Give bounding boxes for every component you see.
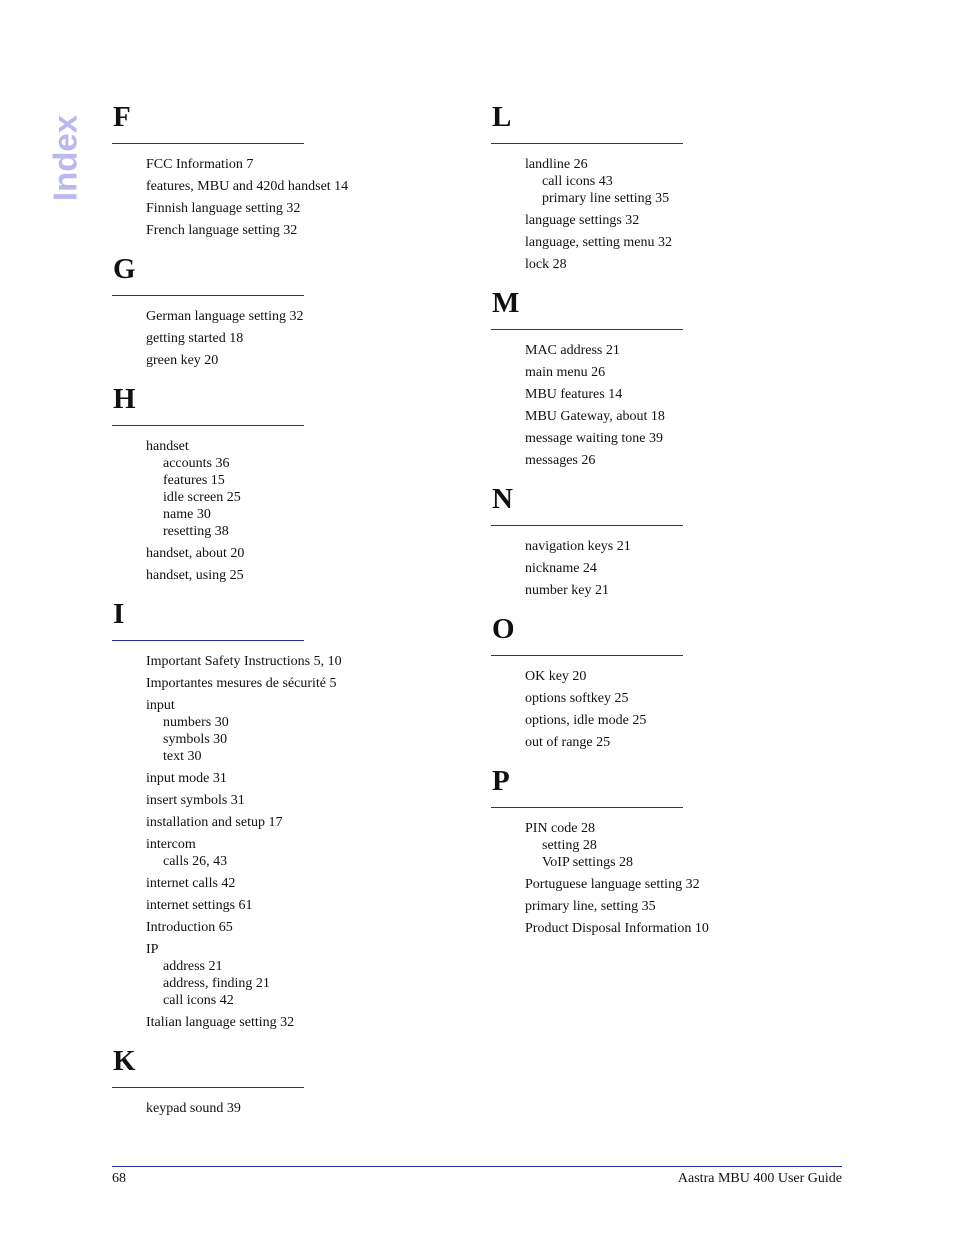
section-letter: L [492,101,512,133]
index-section-g [112,252,432,369]
index-entry [525,560,811,577]
index-entry-text: German language setting 32 [146,309,304,324]
index-entry [525,342,811,359]
index-entry [525,668,811,685]
index-entry [525,234,811,251]
section-rule [112,640,304,641]
index-section-h [112,382,432,584]
index-entry-text: primary line, setting 35 [525,899,656,914]
index-entry [525,212,811,229]
index-entry-text: insert symbols 31 [146,793,245,808]
index-entry-text: language, setting menu 32 [525,235,672,250]
index-entry [146,675,432,692]
index-entry-text: options, idle mode 25 [525,713,647,728]
section-rule [112,1087,304,1088]
index-subentry-text: resetting 38 [163,524,229,539]
section-letter: H [113,383,136,415]
index-subentry-text: setting 28 [542,838,597,853]
index-section-i [112,597,432,1031]
section-letter: N [492,483,513,515]
index-entry-text: input mode 31 [146,771,227,786]
index-entry-text: nickname 24 [525,561,597,576]
page-number: 68 [112,1171,126,1186]
index-entry-text: options softkey 25 [525,691,629,706]
index-subentry-text: numbers 30 [163,715,229,730]
index-entry [525,364,811,381]
index-entry [146,836,432,870]
section-letter: O [492,613,515,645]
index-entry-text: intercom [146,837,196,852]
index-subentry-text: accounts 36 [163,456,230,471]
section-rule [112,425,304,426]
index-entry [146,875,432,892]
section-letter: M [492,287,520,319]
section-rule [491,655,683,656]
index-subentry-text: text 30 [163,749,202,764]
index-entry [525,452,811,469]
index-entry [525,582,811,599]
index-entry [525,690,811,707]
index-entry-text: FCC Information 7 [146,157,254,172]
index-entry [525,256,811,273]
index-entry-text: internet calls 42 [146,876,236,891]
index-entry [525,156,811,207]
index-entry-text: internet settings 61 [146,898,253,913]
index-subentry-text: name 30 [163,507,211,522]
index-entry-text: input [146,698,175,713]
index-entry [146,330,432,347]
index-entry-text: Introduction 65 [146,920,233,935]
footer-rule [112,1166,842,1167]
index-entry-text: out of range 25 [525,735,611,750]
index-entry [146,200,432,217]
index-entry-text: Italian language setting 32 [146,1015,295,1030]
index-subentry-text: idle screen 25 [163,490,241,505]
index-entry [525,386,811,403]
index-entry-text: MBU features 14 [525,387,623,402]
index-entry [146,1014,432,1031]
index-subentry-text: call icons 42 [163,993,234,1008]
section-letter: I [113,598,125,630]
index-entry-text: message waiting tone 39 [525,431,664,446]
index-subentry-text: primary line setting 35 [542,191,670,206]
index-entry [525,920,811,937]
index-subentry-text: address 21 [163,959,223,974]
index-subentry-text: calls 26, 43 [163,854,228,869]
index-section-p [491,764,811,937]
index-entry-text: Portuguese language setting 32 [525,877,700,892]
index-section-n [491,482,811,599]
index-side-title-svg [47,104,83,212]
index-entry [146,222,432,239]
index-side-title-text: Index [47,114,83,202]
index-entry-text: number key 21 [525,583,609,598]
index-entry-text: language settings 32 [525,213,640,228]
index-section-f [112,100,432,239]
index-section-l [491,100,811,273]
index-entry-text: IP [146,942,159,957]
index-subentry-text: address, finding 21 [163,976,270,991]
index-entry [525,898,811,915]
index-entry-text: installation and setup 17 [146,815,283,830]
index-entry [146,1100,432,1117]
index-section-o [491,612,811,751]
index-entry-text: navigation keys 21 [525,539,631,554]
index-entry-text: keypad sound 39 [146,1101,241,1116]
index-entry-text: features, MBU and 420d handset 14 [146,179,349,194]
index-entry-text: Finnish language setting 32 [146,201,301,216]
index-entry [146,941,432,1009]
section-rule [112,295,304,296]
section-rule [491,807,683,808]
index-entry-text: handset [146,439,189,454]
index-entry-text: messages 26 [525,453,596,468]
index-entry [525,408,811,425]
index-column-right [491,100,811,942]
index-entry-text: Important Safety Instructions 5, 10 [146,654,342,669]
index-subentry-text: call icons 43 [542,174,613,189]
index-entry [525,538,811,555]
index-entry [525,876,811,893]
index-subentry-text: VoIP settings 28 [542,855,634,870]
index-subentry-text: features 15 [163,473,225,488]
index-subentry-text: symbols 30 [163,732,228,747]
index-entry-text: main menu 26 [525,365,606,380]
section-rule [112,143,304,144]
index-entry [146,438,432,540]
index-entry [525,712,811,729]
index-entry [146,308,432,325]
section-letter: K [113,1045,136,1077]
index-section-m [491,286,811,469]
index-entry-text: MBU Gateway, about 18 [525,409,665,424]
section-rule [491,143,683,144]
index-side-title [47,104,83,212]
index-entry-text: OK key 20 [525,669,587,684]
index-entry [146,792,432,809]
index-entry-text: lock 28 [525,257,567,272]
index-entry [525,734,811,751]
index-entry [146,770,432,787]
index-entry [146,919,432,936]
index-entry [146,567,432,584]
index-entry [146,897,432,914]
index-entry [525,430,811,447]
index-entry-text: PIN code 28 [525,821,595,836]
section-letter: P [492,765,510,797]
index-entry-text: French language setting 32 [146,223,298,238]
index-entry [146,814,432,831]
section-letter: F [113,101,131,133]
index-entry [146,178,432,195]
index-entry [146,653,432,670]
index-entry [146,697,432,765]
index-entry-text: getting started 18 [146,331,244,346]
index-entry-text: handset, using 25 [146,568,244,583]
index-entry [146,545,432,562]
index-entry [146,156,432,173]
index-section-k [112,1044,432,1117]
index-entry-text: MAC address 21 [525,343,620,358]
index-column-left [112,100,432,1122]
index-entry-text: Product Disposal Information 10 [525,921,709,936]
index-entry [146,352,432,369]
index-entry-text: handset, about 20 [146,546,245,561]
section-letter: G [113,253,136,285]
index-entry-text: Importantes mesures de sécurité 5 [146,676,337,691]
index-entry-text: landline 26 [525,157,588,172]
document-title: Aastra MBU 400 User Guide [677,1171,842,1186]
section-rule [491,525,683,526]
index-entry-text: green key 20 [146,353,219,368]
index-entry [525,820,811,871]
section-rule [491,329,683,330]
